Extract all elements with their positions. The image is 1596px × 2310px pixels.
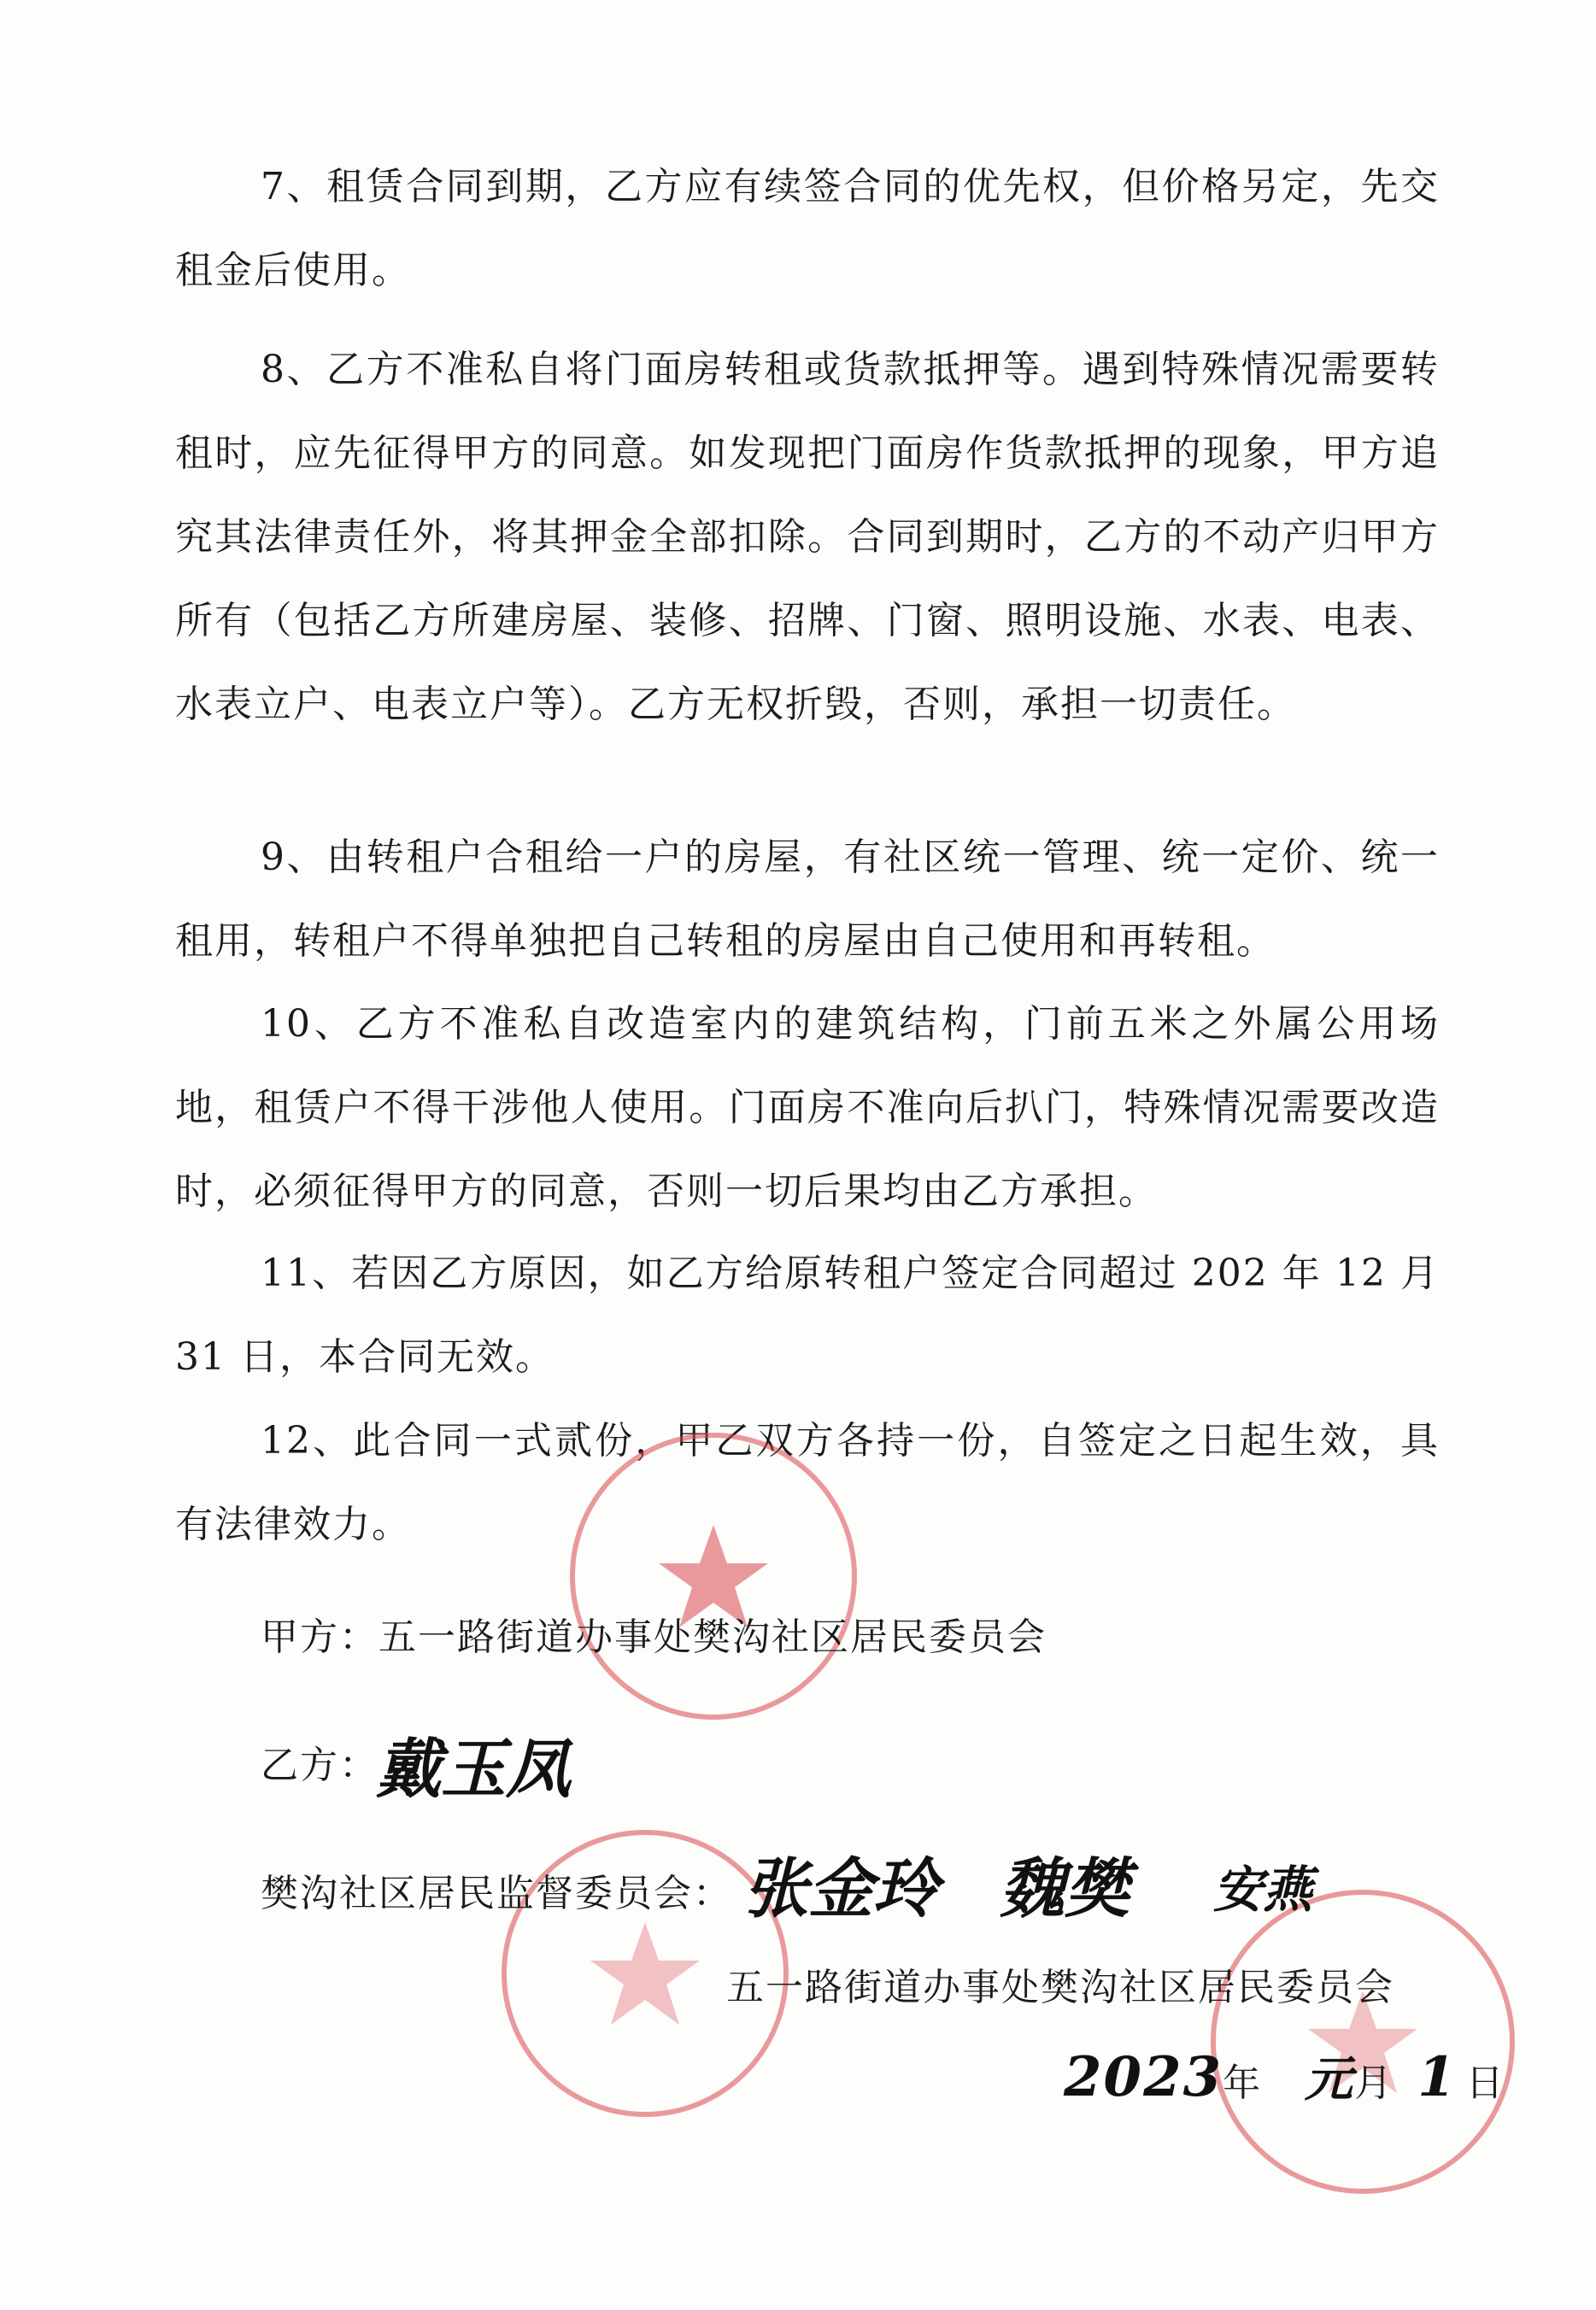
date-year: 2023 xyxy=(1064,2045,1223,2109)
party-a-name: 五一路街道办事处樊沟社区居民委员会 xyxy=(378,1615,1047,1659)
date-month: 元 xyxy=(1305,2051,1355,2108)
clause-7: 7、租赁合同到期，乙方应有续签合同的优先权，但价格另定，先交租金后使用。 xyxy=(175,165,1440,292)
supervisor-signature-2: 魏樊 xyxy=(1000,1850,1130,1926)
clause-10: 10、乙方不准私自改造室内的建筑结构，门前五米之外属公用场地，租赁户不得干涉他人使用。门面房不准向后扒门，特殊情况需要改造时，必须征得甲方的同意，否则一切后果均由乙方承担。 xyxy=(175,1002,1440,1213)
party-a-line xyxy=(261,1606,1047,1661)
supervisor-signature-1: 张金玲 xyxy=(743,1850,938,1926)
party-b-label: 乙方： xyxy=(261,1744,378,1787)
supervisor-line xyxy=(261,1862,732,1917)
date-month-unit: 月 xyxy=(1354,2061,1394,2105)
clause-8: 8、乙方不准私自将门面房转租或货款抵押等。遇到特殊情况需要转租时，应先征得甲方的同意。如发现把门面房作货款抵押的现象，甲方追究其法律责任外，将其押金全部扣除。合同到期时，乙方的不动产归甲方所有（包括乙方所建房屋、装修、招牌、门窗、照明设施、水表、电表、水表立户、电表立户等）。乙方无权折毁，否则，承担一切责任。 xyxy=(175,348,1440,726)
clause-11: 11、若因乙方原因，如乙方给原转租户签定合同超过 202 年 12 月 31 日，本合同无效。 xyxy=(175,1252,1440,1379)
clause-12: 12、此合同一式贰份，甲乙双方各持一份，自签定之日起生效，具有法律效力。 xyxy=(175,1419,1440,1546)
clause-9: 9、由转租户合租给一户的房屋，有社区统一管理、统一定价、统一租用，转租户不得单独把自己转租的房屋由自己使用和再转租。 xyxy=(175,835,1440,963)
supervisor-label: 樊沟社区居民监督委员会： xyxy=(261,1872,732,1915)
party-a-label: 甲方： xyxy=(261,1615,378,1659)
party-b-signature: 戴玉凤 xyxy=(376,1731,571,1807)
date-year-unit: 年 xyxy=(1223,2061,1263,2105)
supervisor-signature-3: 安燕 xyxy=(1213,1861,1313,1919)
date-line xyxy=(1064,2042,1505,2110)
party-b-line xyxy=(261,1734,378,1789)
committee-stamp xyxy=(560,1422,867,1730)
issuer-line: 五一路街道办事处樊沟社区居民委员会 xyxy=(726,1966,1394,2009)
date-day-unit: 日 xyxy=(1465,2061,1505,2105)
date-day: 1 xyxy=(1417,2045,1458,2109)
